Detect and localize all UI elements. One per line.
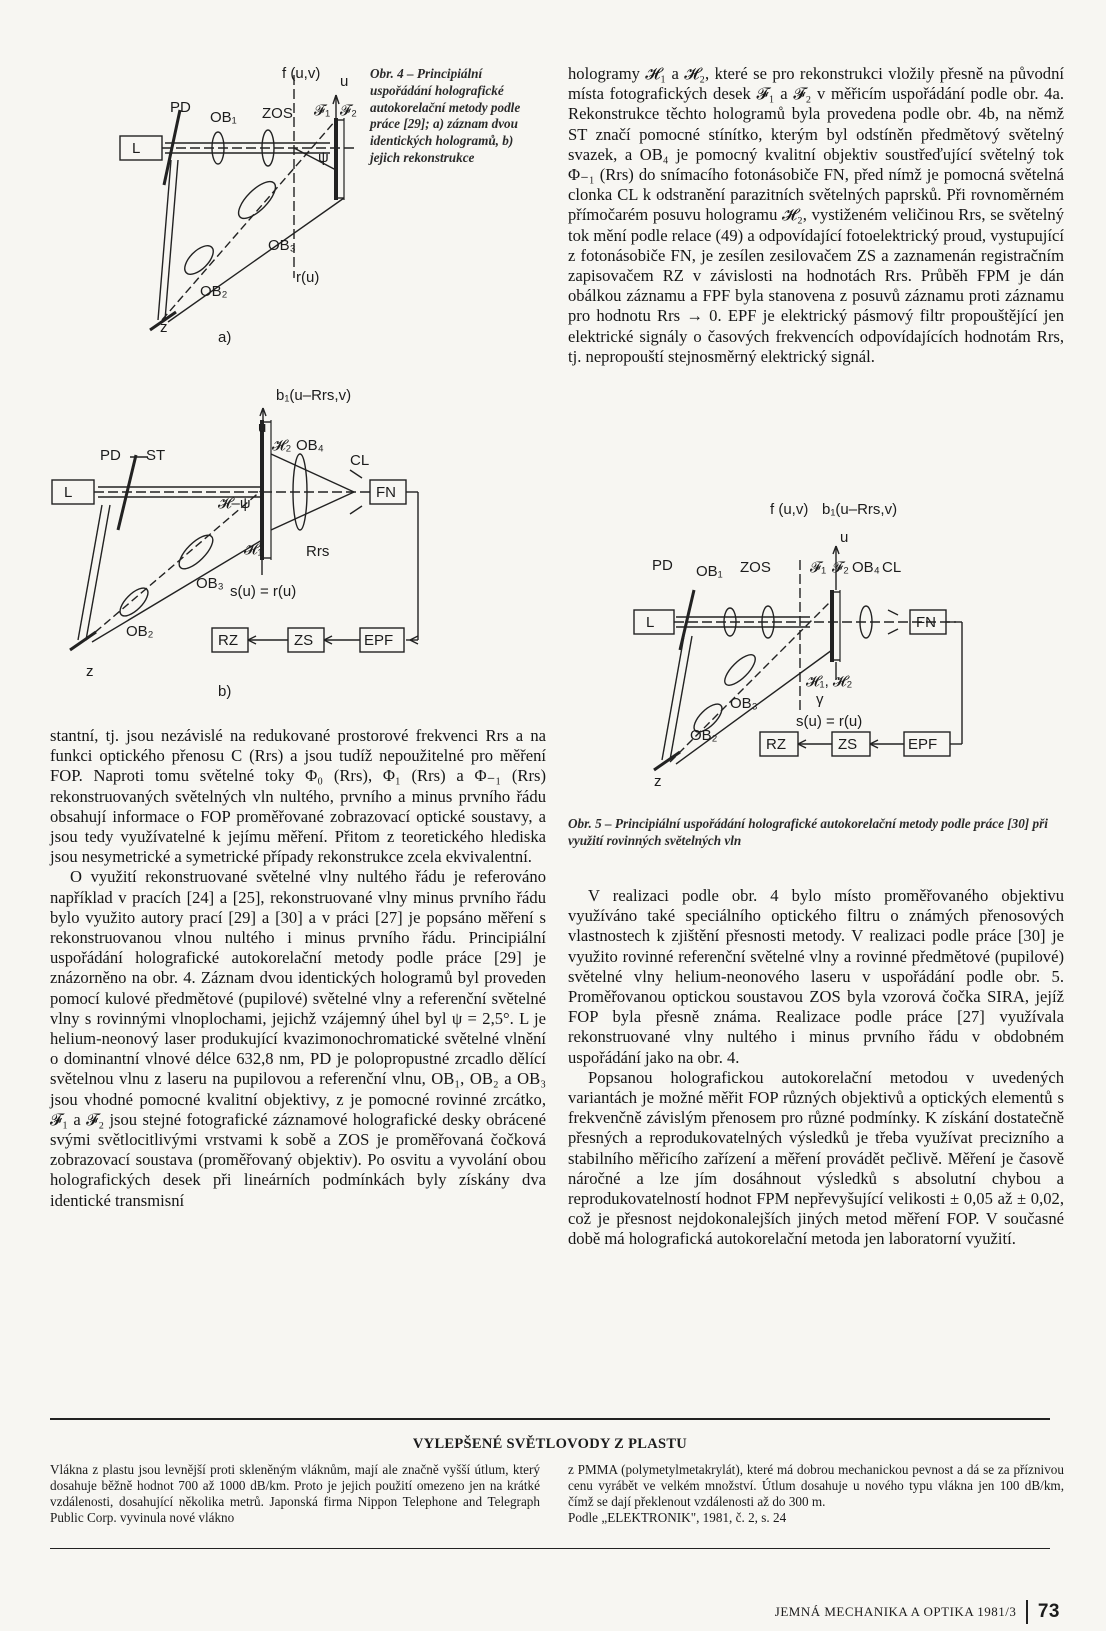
fig5-epf-label: EPF (908, 736, 938, 753)
fig4b-pd-label: PD (100, 447, 121, 464)
paragraph: hologramy 𝓗₁ a 𝓗₂, které se pro rekonstrukci vložily přesně na původní místa fotografických desek 𝓕₁ a 𝓕₂ v měřicím uspořádání podle obr. 4a. Rekonstrukce těchto hologramů byla provedena podle obr. 4b, na němž ST značí pomocné stínítko, kterým byl odstíněn předmětový světelný svazek, a OB₄ je pomocný kvalitní objektiv soustřeďující světelný tok Φ₋₁ (Rrs) do snímacího fotonásobiče FN, před nímž je pomocná světelná clonka CL k odstranění parazitních světelných paprsků. Při rovnoměrném přímočarém posuvu hologramu 𝓗₂, vystiženém veličinou Rrs, se světelný tok mění podle relace (49) a odpovídající fotoelektrický proud, vystupující z fotonásobiče FN, je zesílen zesilovačem ZS a zaznamenán registračním zapisovačem RZ v závislosti na hodnotách Rrs. Průběh FPM je dán obálkou záznamu a FPF byla stanovena z posuvů záznamu proti záznamu pro hodnotu Rrs → 0. EPF je elektrický pásmový filtr propouštějící jen elektrické signály o časových frekvencích odpovídajících hodnotám Rrs, tj. nepropouští stejnosměrný elektrický signál. (568, 64, 1064, 366)
fig4b-su-label: s(u) = r(u) (230, 583, 297, 600)
fig4b-fn-label: FN (376, 484, 396, 501)
fig5-fn-label: FN (916, 614, 936, 631)
fig4a-ob1-label: OB₁ (210, 109, 237, 126)
paragraph: V realizaci podle obr. 4 bylo místo proměřovaného objektivu využíváno také speciálního optického filtru o známých přenosových vlastnostech k zjištění přesnosti metody. V realizaci podle práce [30] je využito rovinné referenční světelné vlny a rovinné předmětové (pupilové) světelné vlny helium-neonového laseru v uspořádání podle obr. 5. Proměřovanou optickou soustavou ZOS byla vzorová čočka SIRA, jejíž FOP byla přesně známa. Realizace podle práce [27] využívala rekonstruované vlny nultého i minus prvního řádu v obdobném uspořádání jako na obr. 4. (568, 886, 1064, 1067)
fig5-u-label: u (840, 529, 849, 546)
figure-5-caption: Obr. 5 – Principiální uspořádání holografické autokorelační metody podle práce [30] při využití rovinných světelných vln (568, 816, 1048, 848)
fig5-cl-label: CL (882, 559, 902, 576)
fig5-laser-label: L (646, 614, 655, 631)
fig5-ob3-label: OB₃ (730, 695, 758, 712)
fig4b-st-label: ST (146, 447, 166, 464)
fig4b-panel-label: b) (218, 683, 232, 700)
fig4a-pd-label: PD (170, 99, 191, 116)
fig4b-epf-label: EPF (364, 632, 394, 649)
fig4a-u-label: u (340, 73, 349, 90)
fig4a-laser-label: L (132, 140, 141, 157)
fig4b-rz-label: RZ (218, 632, 238, 649)
fig5-su-label: s(u) = r(u) (796, 713, 863, 730)
right-column-bottom (568, 886, 1064, 1250)
fig4b-rrs-label: Rrs (306, 543, 330, 560)
fig5-rz-label: RZ (766, 736, 786, 753)
fig4a-ob3-label: OB₃ (268, 237, 296, 254)
figure-4-caption: Obr. 4 – Principiální uspořádání holografické autokorelační metody podle práce [29]; a) záznam dvou identických hologramů, b) jejich rekonstrukce (370, 66, 521, 165)
fig4a-f2-label: 𝓕₂ (340, 102, 357, 119)
fig4a-f1-label: 𝓕₁ (314, 102, 331, 119)
fig5-gamma-label: γ (816, 691, 824, 708)
fig5-ob2-label: OB₂ (690, 727, 718, 744)
figure-5-diagram (610, 500, 1070, 800)
paragraph: Popsanou holografickou autokorelační metodou v uvedených variantách je možné měřit FOP různých objektivů a optických elementů s frekvenčně závislým přenosem pro různé podmínky. K získání dostatečně přesných a reprodukovatelných výsledků je třeba využívat precizního a stabilního měřicího zařízení a měření provádět pečlivě. Měření je časově náročné a lze jím dosáhnout výsledků s absolutní chybou a reprodukovatelností hodnot FPM nepřevyšující velikosti ± 0,05 až ± 0,02, což je přesnost nejdokonalejších jiných metod měření FOP. V současné době má holografická autokorelační metoda jen laboratorní využití. (568, 1067, 1064, 1249)
fig4a-fuv-label: f (u,v) (282, 65, 321, 82)
paragraph: O využití rekonstruované světelné vlny nultého řádu je referováno například v pracích [24] a [25], rekonstruované vlny minus prvního řádu bylo využito autory prací [29] a [30] a v práci [27] je popsáno měření s rekonstruovanou vlnou nultého i minus prvního řádu. Principiální uspořádání holografické autokorelační metody podle práce [29] je znázorněno na obr. 4. Záznam dvou identických hologramů byl proveden pomocí kulové předmětové (pupilové) světelné vlny a referenční světelné vlny s rovinnými vlnoplochami, jejichž vzájemný úhel byl ψ = 2,5°. L je helium-neonový laser produkující kvazimonochromatické světelné vlnění o dominantní vlnové délce 632,8 nm, PD je polopropustné zrcadlo dělící světelnou vlnu z laseru na pupilovou a referenční vlnu, OB₁, OB₂ a OB₃ jsou vhodné pomocné kvalitní objektivy, z je pomocné rovinné zrcátko, 𝓕₁ a 𝓕₂ jsou stejné fotografické záznamové holografické desky obrácené svými světlocitlivými vrstvami k sobě a ZOS je proměřovaná čočková zobrazovací soustava (proměřovaný objektiv). Po osvitu a vyvolání obou holografických desek při lineárních podmínkách byly získány dva identické transmisní (50, 867, 546, 1210)
fig4b-angle-label: 𝓗–ψ (218, 495, 251, 512)
fig4b-ob2-label: OB₂ (126, 623, 154, 640)
box-left-text (50, 1462, 540, 1526)
fig4b-zs-label: ZS (294, 632, 314, 649)
fig5-h12-label: 𝓗₁, 𝓗₂ (806, 673, 853, 690)
paragraph: stantní, tj. jsou nezávislé na redukované prostorové frekvenci Rrs a na funkci optického přenosu C (Rrs) a jsou tudíž nepoužitelné pro měření FOP. Naproti tomu světelné toky Φ₀ (Rrs), Φ₁ (Rrs) a Φ₋₁ (Rrs) rekonstruovaných světelných vln nultého, prvního a minus prvního řádu obsahují informace o FOP proměřované zobrazovací optické soustavy, a jsou tedy využívatelné k jejímu měření. Přitom z teoretického hlediska jsou nesymetrické a symetrické případy rekonstrukce zcela ekvivalentní. (50, 726, 546, 867)
left-column-bottom (50, 726, 546, 1211)
box-bottom-rule (50, 1548, 1050, 1549)
fig5-zs-label: ZS (838, 736, 858, 753)
fig5-ob1-label: OB₁ (696, 563, 723, 580)
fig5-z-label: z (654, 773, 662, 790)
fig4a-psi-label: ψ (318, 149, 329, 166)
fig5-f1-label: 𝓕₁ (810, 559, 827, 576)
fig5-fuv-label: f (u,v) (770, 501, 809, 518)
fig4b-h1-label: 𝓗₁ (244, 541, 263, 558)
fig4a-ru-label: r(u) (296, 269, 320, 286)
fig4b-h2-label: 𝓗₂ (272, 437, 292, 454)
fig4b-u-label: u (258, 419, 267, 436)
page-footer (775, 1600, 1060, 1624)
box-title: VYLEPŠENÉ SVĚTLOVODY Z PLASTU (412, 1436, 688, 1452)
fig4b-b1-label: b₁(u–Rrs,v) (276, 387, 352, 404)
fig4a-ob2-label: OB₂ (200, 283, 228, 300)
fig4b-ob3-label: OB₃ (196, 575, 224, 592)
fig5-zos-label: ZOS (740, 559, 771, 576)
fig5-b1-label: b₁(u–Rrs,v) (822, 501, 898, 518)
fig4a-z-label: z (160, 319, 168, 336)
footer-divider (1026, 1600, 1028, 1624)
fig4b-ob4-label: OB₄ (296, 437, 324, 454)
fig4a-panel-label: a) (218, 329, 232, 346)
fig4b-laser-label: L (64, 484, 73, 501)
box-right-text (568, 1462, 1064, 1526)
fig5-pd-label: PD (652, 557, 673, 574)
fig5-f2-label: 𝓕₂ (832, 559, 849, 576)
fig5-ob4-label: OB₄ (852, 559, 880, 576)
box-top-rule (50, 1418, 1050, 1420)
fig4b-cl-label: CL (350, 452, 370, 469)
paragraph: Vlákna z plastu jsou levnější proti skleněným vláknům, mají ale značně vyšší útlum, který dosahuje běžně hodnot 700 až 1000 dB/km. Proto je jejich použití omezeno jen na krátké vzdálenosti, dosahující několika metrů. Japonská firma Nippon Telephone and Telegraph Public Corp. vyvinula nové vlákno (50, 1462, 540, 1525)
fig4b-z-label: z (86, 663, 94, 680)
page-number: 73 (1037, 1601, 1060, 1622)
paragraph: z PMMA (polymetylmetakrylát), které má dobrou mechanickou pevnost a dá se za příznivou cenu vyrábět ve velkém množství. Útlum dosahuje u nového typu vlákna jen 100 dB/km, čímž se dají překlenout vzdálenosti až do 300 m. (568, 1462, 1064, 1509)
source-line: Podle „ELEKTRONIK", 1981, č. 2, s. 24 (568, 1510, 787, 1525)
right-column-top (568, 64, 1064, 367)
journal-name: JEMNÁ MECHANIKA A OPTIKA 1981/3 (774, 1604, 1017, 1619)
fig4a-zos-label: ZOS (262, 105, 293, 122)
